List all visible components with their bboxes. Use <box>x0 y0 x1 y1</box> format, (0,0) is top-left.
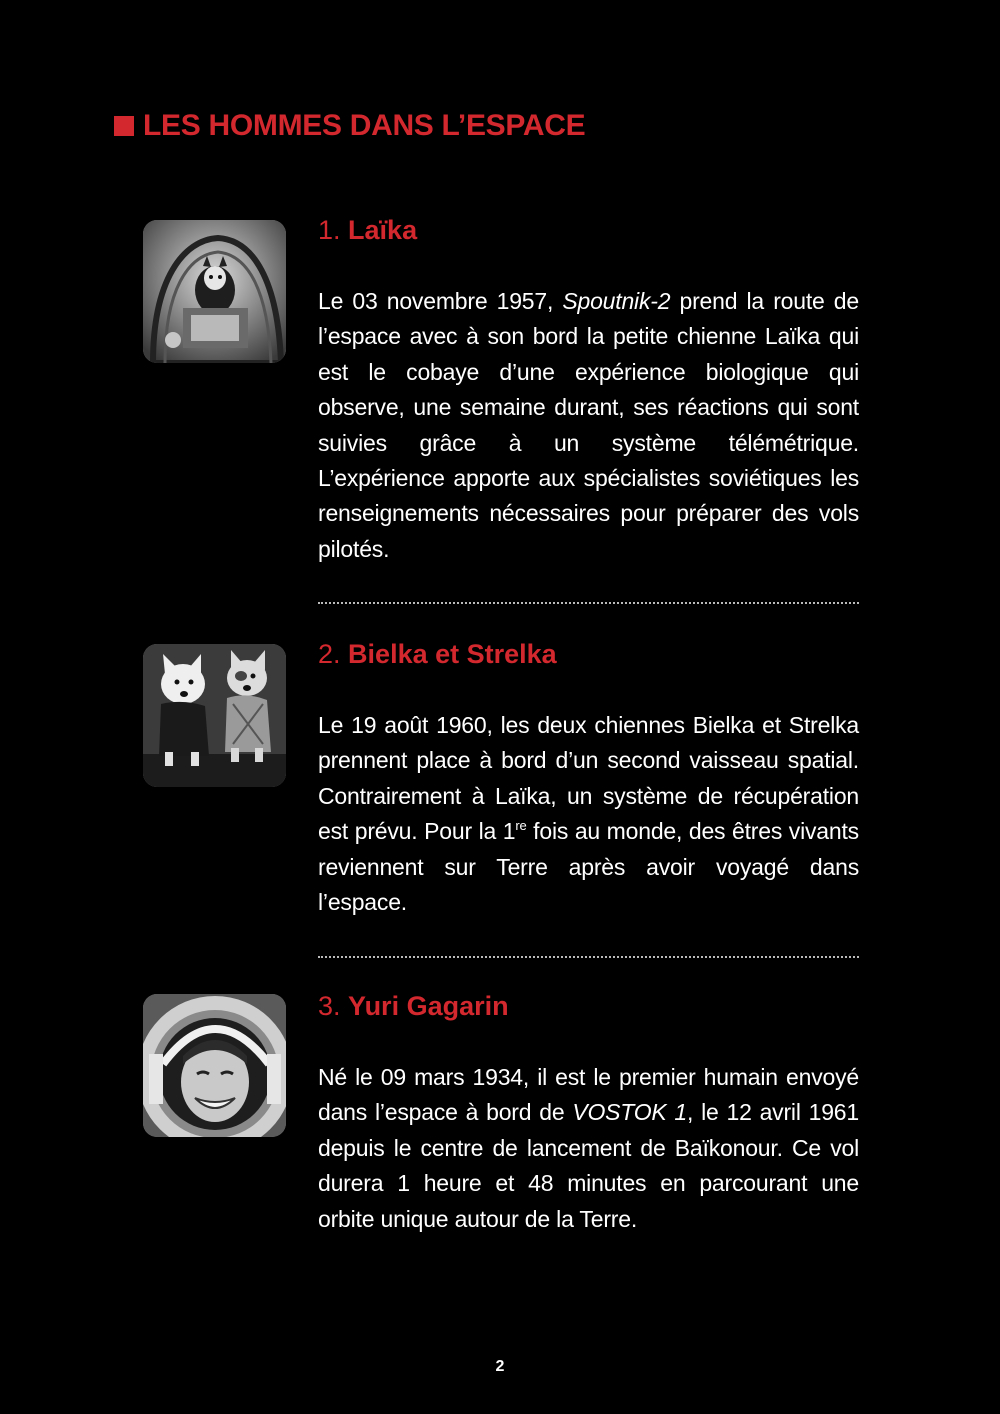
spacecraft-name: Spoutnik-2 <box>562 288 671 314</box>
section-number: 2. <box>318 639 341 669</box>
page-title <box>114 106 585 146</box>
paragraph-text: fois au monde, des êtres vivants reviennent sur Terre après avoir voyagé dans l’espace. <box>318 818 859 916</box>
ordinal-superscript: re <box>515 818 527 834</box>
bielka-strelka-photo <box>143 644 286 787</box>
bielka-strelka-photo-image <box>143 644 286 787</box>
yuri-gagarin-photo-image <box>143 994 286 1137</box>
spacecraft-name: VOSTOK 1 <box>572 1099 688 1126</box>
section-name: Laïka <box>348 215 418 245</box>
paragraph-text: , le 12 avril 1961 depuis le centre de lancement de Baïkonour. Ce vol durera 1 heure et 48 minutes en parcourant une orbite unique autour de la Terre. <box>318 1099 859 1232</box>
page-title-text: LES HOMMES DANS L’ESPACE <box>143 109 586 142</box>
title-square-bullet <box>114 116 134 136</box>
section-heading <box>318 638 557 670</box>
yuri-gagarin-photo <box>143 994 286 1137</box>
section-divider <box>318 956 859 958</box>
paragraph-text: Le 19 août 1960, les deux chiennes Bielka et Strelka prennent place à bord d’un second vaisseau spatial. Contrairement à Laïka, un système de récupération est prévu. Pour la 1 <box>318 712 859 845</box>
section-paragraph <box>318 708 859 920</box>
section-paragraph <box>318 1060 859 1237</box>
section-paragraph <box>318 284 859 567</box>
section-number: 3. <box>318 991 341 1021</box>
laika-photo <box>143 220 286 363</box>
paragraph-text: prend la route de l’espace avec à son bord la petite chienne Laïka qui est le cobaye d’une expérience biologique qui observe, une semaine durant, ses réactions qui sont suivies grâce à un système télémétrique. L’expérience apporte aux spécialistes soviétiques les renseignements nécessaires pour préparer des vols pilotés. <box>318 288 859 562</box>
section-heading <box>318 214 417 246</box>
paragraph-text: Le 03 novembre 1957, <box>318 288 563 314</box>
section-heading <box>318 990 509 1022</box>
section-number: 1. <box>318 215 341 245</box>
section-name: Yuri Gagarin <box>348 991 509 1021</box>
page-number: 2 <box>495 1358 505 1375</box>
laika-photo-image <box>143 220 286 363</box>
paragraph-text: Né le 09 mars 1934, il est le premier humain envoyé dans l’espace à bord de <box>318 1064 859 1126</box>
section-name: Bielka et Strelka <box>348 639 557 669</box>
section-divider <box>318 602 859 604</box>
